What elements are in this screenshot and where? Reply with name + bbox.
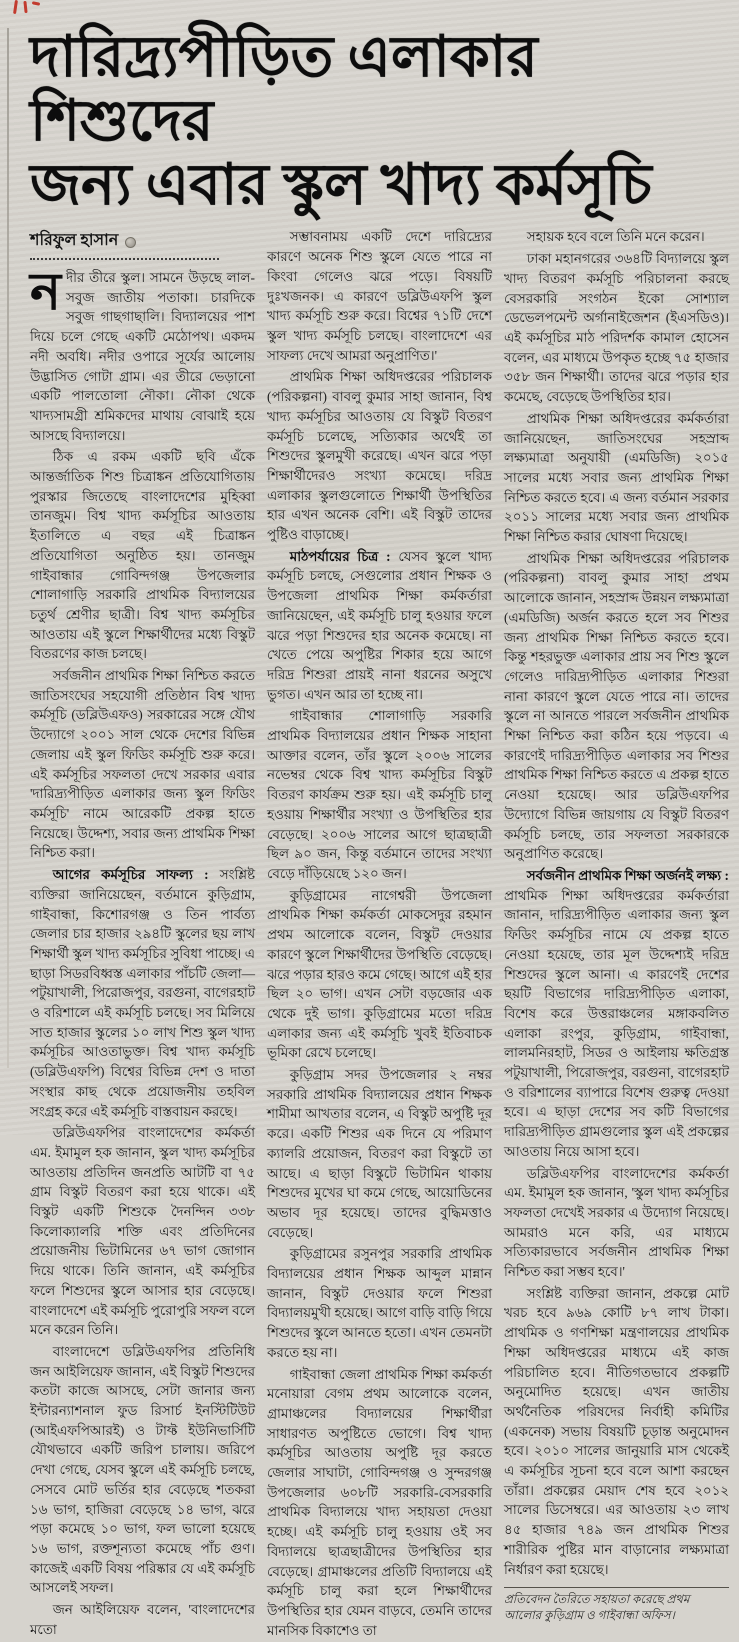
paragraph-text: প্রাথমিক শিক্ষা অধিদপ্তরের কর্মকর্তারা জানিয়েছেন, জাতিসংঘের সহস্রাব্দ লক্ষ্যমাত্রা অনুযায়ী (এমডিজি) ২০১৫ সালের মধ্যে সবার জন্য প্রাথমিক শিক্ষা নিশ্চিত করতে হবে। এ জন্য বর্তমান সরকার ২০১১ সালের মধ্যে সবার জন্য প্রাথমিক শিক্ষা নিশ্চিত করার ঘোষণা দিয়েছে। [504, 410, 729, 545]
paragraph-text: কুড়িগ্রাম সদর উপজেলার ২ নম্বর সরকারি প্রাথমিক বিদ্যালয়ের প্রধান শিক্ষক শামীমা আখতার বলেন, এ বিস্কুট অপুষ্টি দূর করে। একটি শিশুর এক দিনে যে পরিমাণ ক্যালরি প্রয়োজন, বিতরণ করা বিস্কুটে তা আছে। এ ছাড়া বিস্কুটে ভিটামিন থাকায় শিশুদের মুখের ঘা কমে গেছে, আয়োডিনের অভাব দূর হয়েছে। তাদের বুদ্ধিমত্তাও বেড়েছে। [267, 1067, 492, 1240]
paragraph-text: জন আইলিয়েফ বলেন, 'বাংলাদেশের মতো [30, 1602, 255, 1637]
paragraph-text: কুড়িগ্রামের নাগেশ্বরী উপজেলা প্রাথমিক শিক্ষা কর্মকর্তা মোকসেদুর রহমান প্রথম আলোকে বলেন, বিস্কুট দেওয়ার কারণে স্কুলে শিক্ষার্থীদের উপস্থিতি বেড়েছে। ঝরে পড়ার হারও কমে গেছে। আগে এই হার ছিল ২০ ভাগ। এখন সেটা বড়জোর এক থেকে দুই ভাগ। কুড়িগ্রামের মতো দরিদ্র এলাকার জন্য এই কর্মসূচি খুবই ইতিবাচক ভূমিকা রেখে চলেছে। [267, 887, 492, 1061]
article-paragraph [504, 1284, 729, 1580]
byline-author: শরিফুল হাসান [30, 232, 119, 250]
section-subhead: সর্বজনীন প্রাথমিক শিক্ষা অর্জনই লক্ষ্য : [526, 867, 729, 883]
report-credit-note: প্রতিবেদন তৈরিতে সহায়তা করেছে প্রথম আলোর কুড়িগ্রাম ও গাইবান্ধা অফিস। [504, 1587, 729, 1624]
paragraph-text: কুড়িগ্রামের রসুনপুর সরকারি প্রাথমিক বিদ্যালয়ের প্রধান শিক্ষক আব্দুল মান্নান জানান, বিস্কুট দেওয়ার ফলে শিশুরা বিদ্যালয়মুখী হয়েছে। আগে বাড়ি বাড়ি গিয়ে শিশুদের স্কুলে আনতে হতো। এখন তেমনটা করতে হয় না। [267, 1246, 492, 1360]
paragraph-text: সংশ্লিষ্ট ব্যক্তিরা জানান, প্রকল্পে মোট খরচ হবে ৯৬৯ কোটি ৮৭ লাখ টাকা। প্রাথমিক ও গণশিক্ষা মন্ত্রণালয়ের প্রাথমিক শিক্ষা অধিদপ্তরের মাধ্যমে এই কাজ পরিচালিত হবে। নীতিগতভাবে প্রকল্পটি অনুমোদিত হয়েছে। এখন জাতীয় অর্থনৈতিক পরিষদের নির্বাহী কমিটির (একনেক) সভায় বিষয়টি চূড়ান্ত অনুমোদন হবে। ২০১০ সালের জানুয়ারি মাস থেকেই এ কর্মসূচির সূচনা হবে বলে আশা করছেন তাঁরা। প্রকল্পের মেয়াদ শেষ হবে ২০১২ সালের ডিসেম্বরে। এর আওতায় ২৩ লাখ ৪৫ হাজার ৭৪৯ জন প্রাথমিক শিশুর শারীরিক পুষ্টির মান বাড়ানোর লক্ষ্যমাত্রা নির্ধারণ করা হয়েছে। [504, 1285, 729, 1577]
article-paragraph [267, 1065, 492, 1242]
paragraph-text: ঢাকা মহানগরের ৩৬৪টি বিদ্যালয়ে স্কুল খাদ্য বিতরণ কর্মসূচি পরিচালনা করছে বেসরকারি সংগঠন ইকো সোশ্যাল ডেভেলপমেন্ট অর্গানাইজেশন (ইএসডিও)। এই কর্মসূচির মাঠ পরিদর্শক কামাল হোসেন বলেন, এর মাধ্যমে উপকৃত হচ্ছে ৭৫ হাজার ৩৫৮ জন শিক্ষার্থী। তাদের ঝরে পড়ার হার কমেছে, বেড়েছে উপস্থিতির হার। [504, 251, 729, 405]
drop-cap: ন [30, 264, 62, 321]
paragraph-text: ডব্লিউএফপির বাংলাদেশের কর্মকর্তা এম. ইমামুল হক জানান, স্কুল খাদ্য কর্মসূচির আওতায় প্রতিদিন জনপ্রতি আটটি বা ৭৫ গ্রাম বিস্কুট বিতরণ করা হয়ে থাকে। এই বিস্কুট একটি শিশুকে দৈনন্দিন ৩৩৮ কিলোক্যালরি শক্তি এবং প্রতিদিনের প্রয়োজনীয় ভিটামিনের ৬৭ ভাগ জোগান দিয়ে থাকে। তিনি জানান, এই কর্মসূচির ফলে শিশুদের স্কুলে আসার হার বেড়েছে। বাংলাদেশে এই কর্মসূচি পুরোপুরি সফল বলে মনে করেন তিনি। [30, 1125, 255, 1338]
article-paragraph [30, 447, 255, 664]
paragraph-text: প্রাথমিক শিক্ষা অধিদপ্তরের পরিচালক (পরিকল্পনা) বাবলু কুমার সাহা প্রথম আলোকে জানান, সহস্রাব্দ উন্নয়ন লক্ষ্যমাত্রা (এমডিজি) অর্জন করতে হলে সব শিশুর জন্য প্রাথমিক শিক্ষা নিশ্চিত করতে হবে। কিন্তু শহরভুক্ত এলাকার প্রায় সব শিশু স্কুলে গেলেও দারিদ্র্যপীড়িত এলাকার শিশুরা নানা কারণে স্কুলে যেতে পারে না। তাদের স্কুলে না আনতে পারলে সর্বজনীন প্রাথমিক শিক্ষা নিশ্চিত করা কঠিন হয়ে পড়বে। এ কারণেই দারিদ্র্যপীড়িত এলাকার সব শিশুর প্রাথমিক শিক্ষা নিশ্চিত করতে এ প্রকল্প হাতে নেওয়া হয়েছে। আর ডব্লিউএফপির উদ্যোগে বিভিন্ন জায়গায় যে বিস্কুট বিতরণ কর্মসূচি চলছে, তার সফলতা সরকারকে অনুপ্রাণিত করেছে। [504, 550, 729, 862]
paragraph-text: সর্বজনীন প্রাথমিক শিক্ষা নিশ্চিত করতে জাতিসংঘের সহযোগী প্রতিষ্ঠান বিশ্ব খাদ্য কর্মসূচি (ডব্লিউএফও) সরকারের সঙ্গে যৌথ উদ্যোগে ২০০১ সাল থেকে দেশের বিভিন্ন জেলায় এই স্কুল ফিডিং কর্মসূচি শুরু করে। এই কর্মসূচির সফলতা দেখে সরকার এবার 'দারিদ্র্যপীড়িত এলাকার জন্য স্কুল ফিডিং কর্মসূচি' নামে আরেকটি প্রকল্প হাতে নিয়েছে। উদ্দেশ্য, সবার জন্য প্রাথমিক শিক্ষা নিশ্চিত করা। [30, 668, 255, 861]
article-paragraph [504, 409, 729, 547]
headline-line-2: জন্য এবার স্কুল খাদ্য কর্মসূচি [30, 153, 652, 217]
article-paragraph [504, 249, 729, 407]
paragraph-text: ঠিক এ রকম একটি ছবি এঁকে আন্তর্জাতিক শিশু চিত্রাঙ্কন প্রতিযোগিতায় পুরস্কার জিতেছে বাংলাদেশের মুহিব্বা তানজুম। বিশ্ব খাদ্য কর্মসূচির আওতায় ইতালিতে এ বছর এই চিত্রাঙ্কন প্রতিযোগিতা অনুষ্ঠিত হয়। তানজুম গাইবান্ধার গোবিন্দগঞ্জ উপজেলার শোলাগাড়ি সরকারি প্রাথমিক বিদ্যালয়ের চতুর্থ শ্রেণীর ছাত্রী। বিশ্ব খাদ্য কর্মসূচির আওতায় এই স্কুলে শিক্ষার্থীদের মধ্যে বিস্কুট বিতরণের কাজ চলছে। [30, 449, 255, 662]
byline-block [30, 229, 219, 260]
paragraph-text: সংশ্লিষ্ট ব্যক্তিরা জানিয়েছেন, বর্তমানে কুড়িগ্রাম, গাইবান্ধা, কিশোরগঞ্জ ও তিন পার্বত্য জেলার চার হাজার ২৯৪টি স্কুলের ছয় লাখ শিক্ষার্থী স্কুল খাদ্য কর্মসূচির সুবিধা পাচ্ছে। এ ছাড়া সিডরবিধ্বস্ত এলাকার পাঁচটি জেলা—পটুয়াখালী, পিরোজপুর, বরগুনা, বাগেরহাট ও বরিশালে এই কর্মসূচি চলছে। সব মিলিয়ে সাত হাজার স্কুলের ১০ লাখ শিশু স্কুল খাদ্য কর্মসূচির আওতাভুক্ত। বিশ্ব খাদ্য কর্মসূচি (ডব্লিউএফপি) বিশ্বের বিভিন্ন দেশ ও দাতা সংস্থার কাছ থেকে প্রয়োজনীয় তহবিল সংগ্রহ করে এই কর্মসূচি বাস্তবায়ন করছে। [30, 867, 255, 1119]
article-paragraph [30, 865, 255, 1121]
byline-dot-icon [125, 237, 136, 248]
paragraph-text: সহায়ক হবে বলে তিনি মনে করেন। [526, 229, 705, 245]
article-paragraph [267, 886, 492, 1063]
paragraph-text: যেসব স্কুলে খাদ্য কর্মসূচি চলছে, সেগুলোর প্রধান শিক্ষক ও উপজেলা প্রাথমিক শিক্ষা কর্মকর্তারা জানিয়েছেন, এই কর্মসূচি চালু হওয়ার ফলে ঝরে পড়া শিশুদের হার অনেক কমেছে। না খেতে পেয়ে অপুষ্টির শিকার হয়ে আগে দরিদ্র শিশুরা প্রায়ই নানা ধরনের অসুখে ভুগত। এখন আর তা হচ্ছে না। [267, 548, 492, 702]
article-paragraph [267, 1365, 492, 1641]
paragraph-text: গাইবান্ধা জেলা প্রাথমিক শিক্ষা কর্মকর্তা মনোয়ারা বেগম প্রথম আলোকে বলেন, গ্রামাঞ্চলের বিদ্যালয়ের শিক্ষার্থীরা সাধারণত অপুষ্টিতে ভোগে। বিশ্ব খাদ্য কর্মসূচির আওতায় অপুষ্টি দূর করতে জেলার সাঘাটা, গোবিন্দগঞ্জ ও সুন্দরগঞ্জ উপজেলার ৬০৮টি সরকারি-বেসরকারি প্রাথমিক বিদ্যালয়ে খাদ্য সহায়তা দেওয়া হচ্ছে। এই কর্মসূচি চালু হওয়ায় ওই সব বিদ্যালয়ে ছাত্রছাত্রীদের উপস্থিতির হার বেড়েছে। গ্রামাঞ্চলের প্রতিটি বিদ্যালয়ে এই কর্মসূচি চালু করা হলে শিক্ষার্থীদের উপস্থিতির হার যেমন বাড়বে, তেমনি তাদের মানসিক বিকাশেও তা [267, 1366, 492, 1638]
paragraph-text: সম্ভাবনাময় একটি দেশে দারিদ্র্যের কারণে অনেক শিশু স্কুলে যেতে পারে না কিংবা গেলেও ঝরে পড়ে। বিষয়টি দুঃখজনক। এ কারণে ডব্লিউএফপি স্কুল খাদ্য কর্মসূচি শুরু করে। বিশ্বের ৭১টি দেশে স্কুল খাদ্য কর্মসূচি চলছে। বাংলাদেশে এর সাফল্য দেখে আমরা অনুপ্রাণিত।' [267, 229, 492, 363]
clipping-edge-line [7, 28, 9, 1068]
article-paragraph [267, 706, 492, 883]
section-subhead: আগের কর্মসূচির সাফল্য : [52, 867, 220, 883]
column-1-paragraphs [30, 264, 255, 1640]
column-3 [504, 227, 729, 1642]
column-1 [30, 227, 255, 1642]
section-subhead: মাঠপর্যায়ের চিত্র : [289, 548, 399, 564]
paragraph-text: প্রাথমিক শিক্ষা অধিদপ্তরের পরিচালক (পরিকল্পনা) বাবলু কুমার সাহা জানান, বিশ্ব খাদ্য কর্মসূচির আওতায় যে বিস্কুট বিতরণ কর্মসূচি চলেছে, সত্যিকার অর্থেই তা শিশুদের স্কুলমুখী করেছে। এখন ঝরে পড়া শিক্ষার্থীদেরও সংখ্যা কমেছে। দরিদ্র এলাকার স্কুলগুলোতে শিক্ষার্থী উপস্থিতির হার এখন অনেক বেশি। এই বিস্কুট তাদের পুষ্টিও বাড়াচ্ছে। [267, 369, 492, 543]
paragraph-text: প্রাথমিক শিক্ষা অধিদপ্তরের কর্মকর্তারা জানান, দারিদ্র্যপীড়িত এলাকার জন্য স্কুল ফিডিং কর্মসূচির নামে যে প্রকল্প হাতে নেওয়া হয়েছে, তার মূল উদ্দেশ্যই দরিদ্র শিশুদের স্কুলে আনা। এ কারণেই দেশের ছয়টি বিভাগের দারিদ্র্যপীড়িত এলাকা, বিশেষ করে উত্তরাঞ্চলের মঙ্গাকবলিত এলাকা রংপুর, কুড়িগ্রাম, গাইবান্ধা, লালমনিরহাট, সিডর ও আইলায় ক্ষতিগ্রস্ত পটুয়াখালী, পিরোজপুর, বরগুনা, বাগেরহাট ও বরিশালের ব্যাপারে বিশেষ গুরুত্ব দেওয়া হবে। এ ছাড়া দেশের সব কটি বিভাগের দারিদ্র্যপীড়িত গ্রামগুলোর স্কুল এই প্রকল্পের আওতায় নিয়ে আসা হবে। [504, 887, 729, 1159]
article-paragraph [267, 1244, 492, 1362]
article-paragraph [504, 549, 729, 864]
article-paragraph [504, 866, 729, 1162]
article-headline [30, 26, 723, 217]
paragraph-text: ডব্লিউএফপির বাংলাদেশের কর্মকর্তা এম. ইমামুল হক জানান, 'স্কুল খাদ্য কর্মসূচির সফলতা দেখেই সরকার এ উদ্যোগ নিয়েছে। আমরাও মনে করি, এর মাধ্যমে সত্যিকারভাবে সর্বজনীন প্রাথমিক শিক্ষা নিশ্চিত করা সম্ভব হবে।' [504, 1165, 729, 1280]
article-paragraph [30, 1123, 255, 1340]
headline-line-1: দারিদ্র্যপীড়িত এলাকার শিশুদের [30, 26, 538, 153]
paragraph-text: দীর তীরে স্কুল। সামনে উড়ছে লাল-সবুজ জাতীয় পতাকা। চারদিকে সবুজ গাছগাছালি। বিদ্যালয়ের পাশ দিয়ে চলে গেছে একটি মেঠোপথ। একদম নদী অবধি। নদীর ওপারে সূর্যের আলোয় উদ্ভাসিত গোটা গ্রাম। এর তীরে ভেড়ানো একটি পালতোলা নৌকা। নৌকা থেকে খাদ্যসামগ্রী শ্রমিকদের মাথায় বোঝাই হয়ে আসছে বিদ্যালয়ে। [30, 270, 255, 443]
paragraph-text: বাংলাদেশে ডব্লিউএফপির প্রতিনিধি জন আইলিয়েফ জানান, এই বিস্কুট শিশুদের কতটা কাজে আসছে, সেটা জানার জন্য ইন্টারন্যাশনাল ফুড রিসার্চ ইনস্টিটিউট (আইএফপিআরই) ও টাফ্ট ইউনিভার্সিটি যৌথভাবে একটি জরিপ চালায়। জরিপে দেখা গেছে, যেসব স্কুলে এই কর্মসূচি চলছে, সেসবে মোট ভর্তির হার বেড়েছে শতকরা ১৬ ভাগ, হাজিরা বেড়েছে ১৪ ভাগ, ঝরে পড়া কমেছে ১০ ভাগ, ফল ভালো হয়েছে ১৬ ভাগ, রক্তশূন্যতা কমেছে পাঁচ গুণ। কাজেই একটি বিষয় পরিষ্কার যে এই কর্মসূচি আসলেই সফল। [30, 1343, 255, 1596]
article-paragraph [30, 1600, 255, 1639]
article-paragraph [504, 1164, 729, 1282]
article-paragraph [267, 547, 492, 705]
column-3-paragraphs [504, 227, 729, 1579]
article-paragraph [504, 227, 729, 247]
article-body [30, 227, 729, 1642]
column-2-paragraphs [267, 227, 492, 1640]
article-paragraph [30, 264, 255, 445]
article-paragraph [30, 666, 255, 863]
article-paragraph [267, 227, 492, 365]
paragraph-text: গাইবান্ধার শোলাগাড়ি সরকারি প্রাথমিক বিদ্যালয়ের প্রধান শিক্ষক সাহানা আক্তার বলেন, তাঁর স্কুলে ২০০৬ সালের নভেম্বর থেকে বিশ্ব খাদ্য কর্মসূচির বিস্কুট বিতরণ কার্যক্রম শুরু হয়। এই কর্মসূচি চালু হওয়ায় শিক্ষার্থীর সংখ্যা ও উপস্থিতির হার বেড়েছে। ২০০৬ সালের আগে ছাত্রছাত্রী ছিল ৯০ জন, কিন্তু বর্তমানে তাদের সংখ্যা বেড়ে দাঁড়িয়েছে ১২০ জন। [267, 708, 492, 881]
article-paragraph [30, 1342, 255, 1598]
article-paragraph [267, 367, 492, 544]
red-pen-mark [12, 0, 46, 16]
column-2 [267, 227, 492, 1642]
